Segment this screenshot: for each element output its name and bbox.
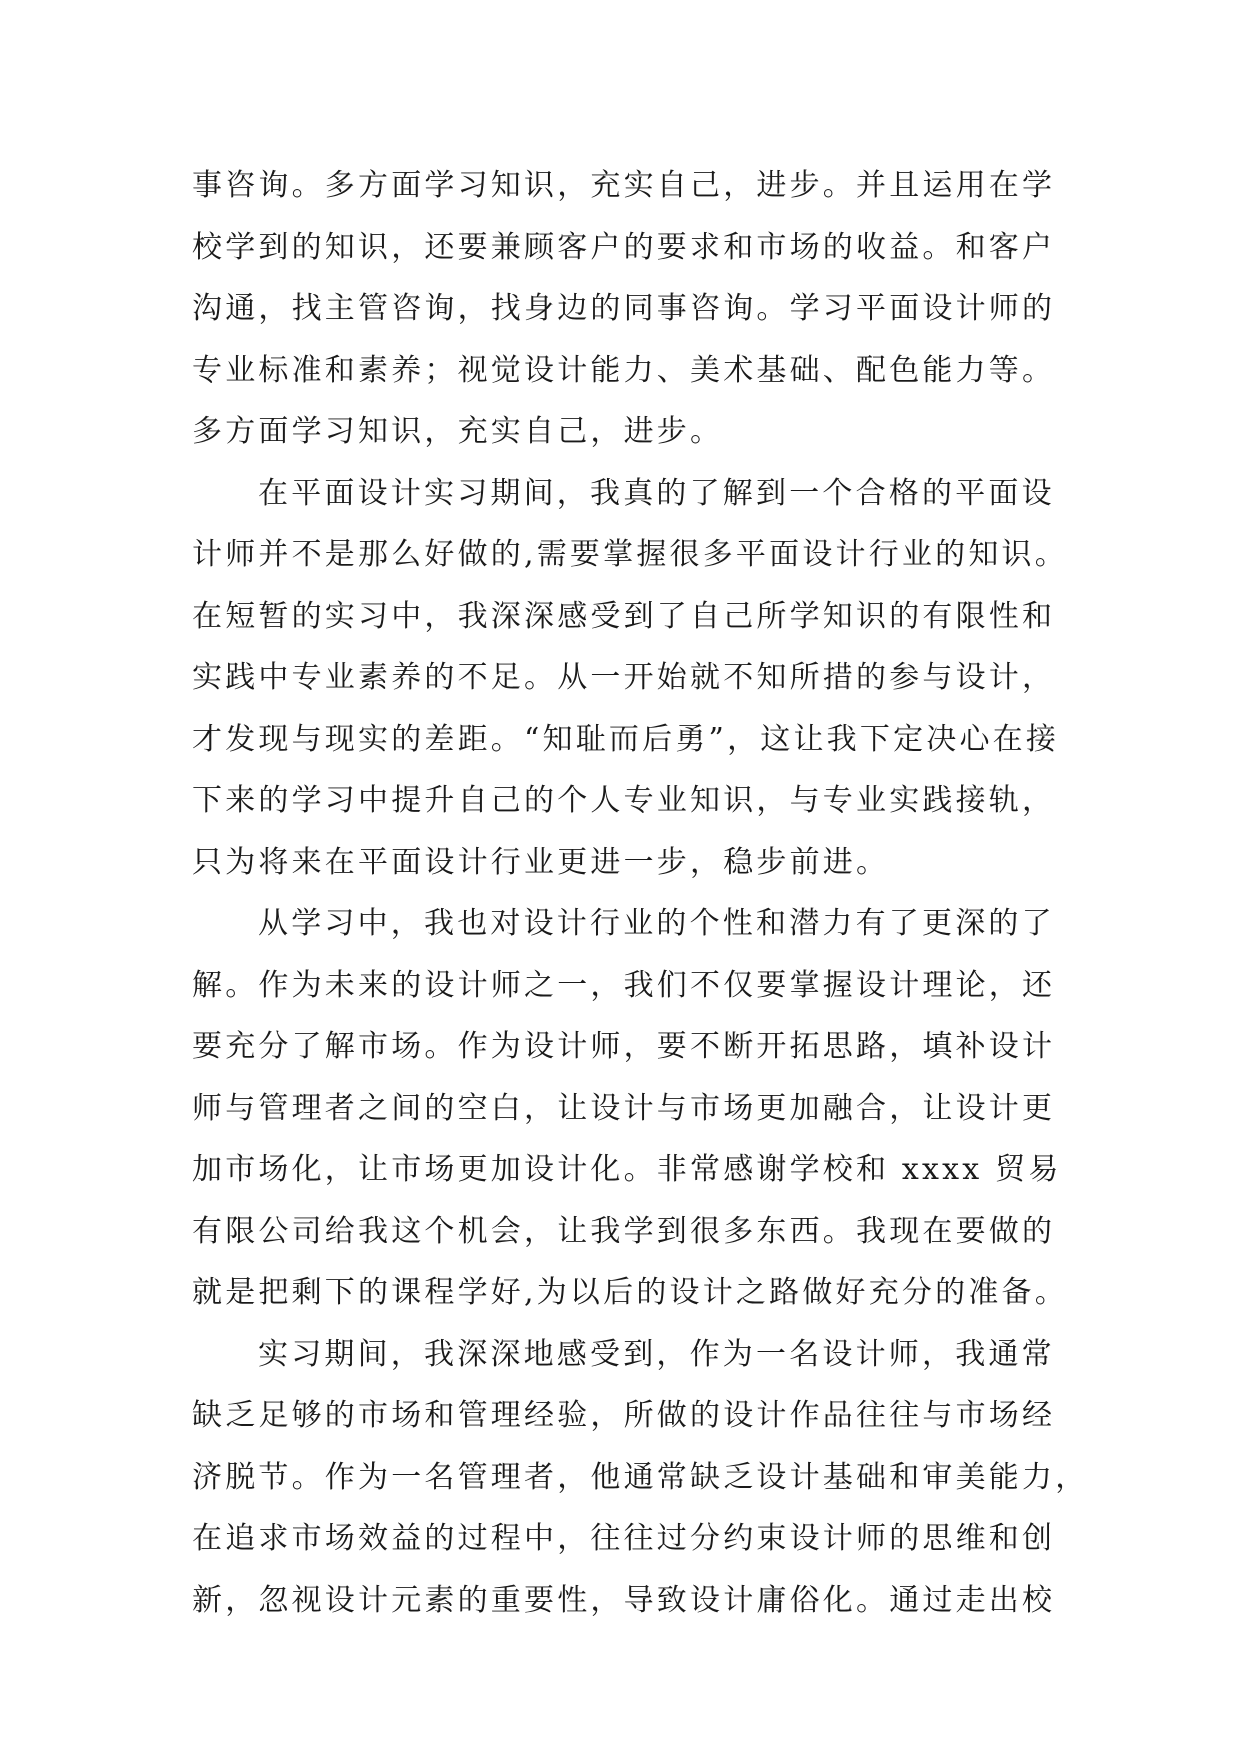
text-line: 事咨询。多方面学习知识，充实自己，进步。并且运用在学 xyxy=(192,168,1056,203)
text-line: 只为将来在平面设计行业更进一步，稳步前进。 xyxy=(192,844,890,880)
text-line: 在追求市场效益的过程中，往往过分约束设计师的思维和创 xyxy=(192,1521,1056,1556)
text-line: 专业标准和素养；视觉设计能力、美术基础、配色能力等。 xyxy=(192,352,1056,388)
text-line: 下来的学习中提升自己的个人专业知识，与专业实践接轨， xyxy=(192,783,1056,818)
paragraph-3 xyxy=(192,893,1072,1324)
text-line: 从学习中，我也对设计行业的个性和潜力有了更深的了 xyxy=(258,906,1055,941)
text-line: 要充分了解市场。作为设计师，要不断开拓思路，填补设计 xyxy=(192,1029,1056,1064)
text-line: 加市场化，让市场更加设计化。非常感谢学校和 xxxx 贸易 xyxy=(192,1152,1062,1187)
text-line: 就是把剩下的课程学好,为以后的设计之路做好充分的准备。 xyxy=(192,1275,1068,1310)
text-line: 新，忽视设计元素的重要性，导致设计庸俗化。通过走出校 xyxy=(192,1582,1056,1618)
text-line: 缺乏足够的市场和管理经验，所做的设计作品往往与市场经 xyxy=(192,1398,1056,1433)
text-line: 才发现与现实的差距。“知耻而后勇”，这让我下定决心在接 xyxy=(192,721,1060,757)
text-line: 多方面学习知识，充实自己，进步。 xyxy=(192,414,724,449)
text-line: 在短暂的实习中，我深深感受到了自己所学知识的有限性和 xyxy=(192,598,1056,634)
text-line: 实践中专业素养的不足。从一开始就不知所措的参与设计， xyxy=(192,660,1056,695)
text-line: 实习期间，我深深地感受到，作为一名设计师，我通常 xyxy=(258,1336,1055,1372)
paragraph-4 xyxy=(192,1324,1089,1632)
text-line: 在平面设计实习期间，我真的了解到一个合格的平面设 xyxy=(258,475,1055,511)
paragraph-2 xyxy=(192,463,1072,894)
text-line: 计师并不是那么好做的,需要掌握很多平面设计行业的知识。 xyxy=(192,537,1068,572)
document-body xyxy=(192,155,1089,1631)
text-line: 校学到的知识，还要兼顾客户的要求和市场的收益。和客户 xyxy=(192,229,1056,265)
text-line: 济脱节。作为一名管理者，他通常缺乏设计基础和审美能力， xyxy=(192,1459,1089,1495)
text-line: 沟通，找主管咨询，找身边的同事咨询。学习平面设计师的 xyxy=(192,291,1056,326)
text-line: 解。作为未来的设计师之一，我们不仅要掌握设计理论，还 xyxy=(192,967,1056,1003)
text-line: 师与管理者之间的空白，让设计与市场更加融合，让设计更 xyxy=(192,1090,1056,1126)
paragraph-1 xyxy=(192,155,1072,463)
text-line: 有限公司给我这个机会，让我学到很多东西。我现在要做的 xyxy=(192,1213,1056,1249)
